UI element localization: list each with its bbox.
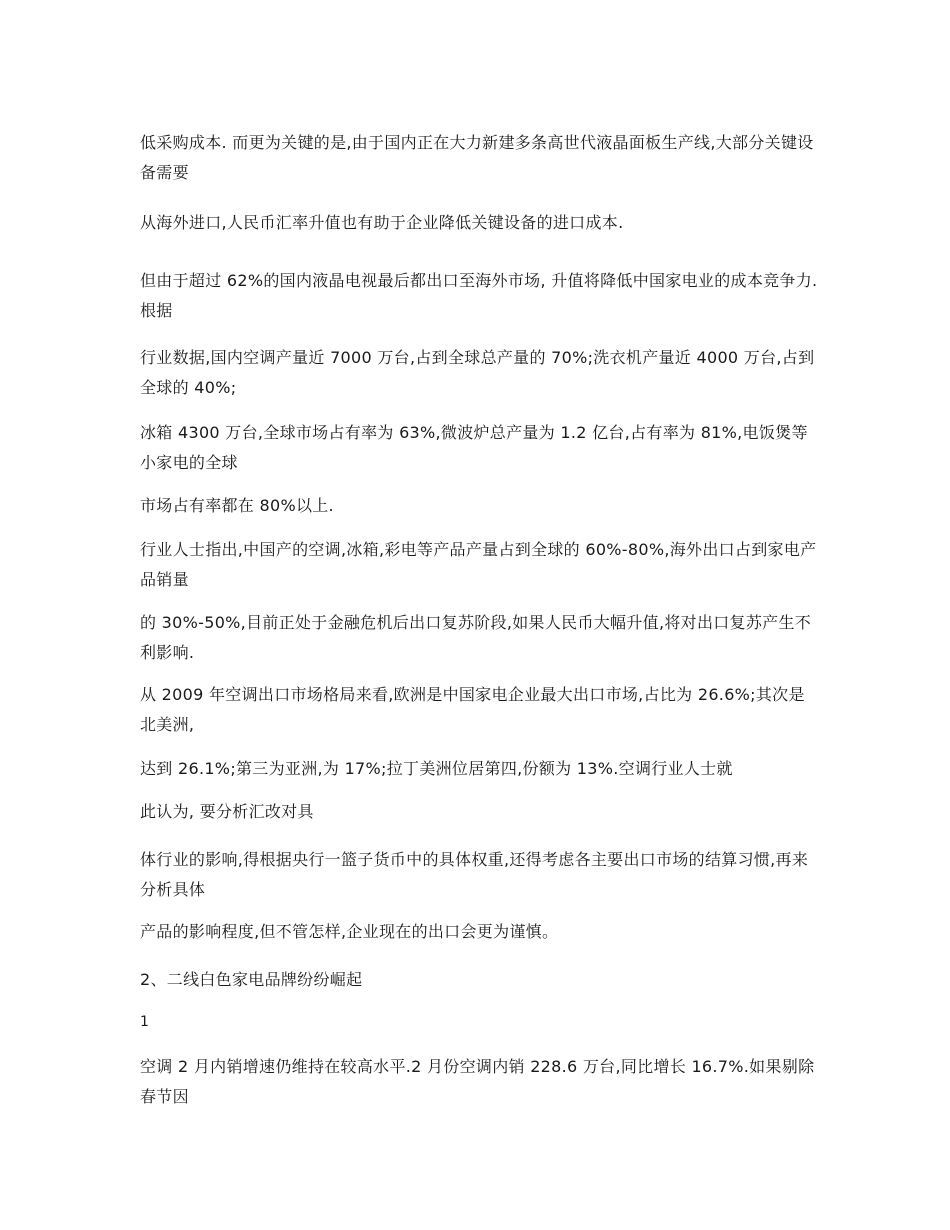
paragraph-4: 行业数据,国内空调产量近 7000 万台,占到全球总产量的 70%;洗衣机产量近 4000 万台,占到全球的 40%; [140, 348, 815, 397]
paragraph-5: 冰箱 4300 万台,全球市场占有率为 63%,微波炉总产量为 1.2 亿台,占有率为 81%,电饭煲等小家电的全球 [140, 423, 808, 472]
paragraph-9: 从 2009 年空调出口市场格局来看,欧洲是中国家电企业最大出口市场,占比为 26.6%;其次是北美洲, [140, 685, 805, 734]
paragraph-12: 体行业的影响,得根据央行一篮子货币中的具体权重,还得考虑各主要出口市场的结算习惯,再来分析具体 [140, 850, 809, 899]
section-heading: 2、二线白色家电品牌纷纷崛起 [140, 970, 363, 989]
paragraph-3: 但由于超过 62%的国内液晶电视最后都出口至海外市场, 升值将降低中国家电业的成本竞争力.根据 [140, 271, 818, 320]
page-number: 1 [140, 1014, 149, 1030]
paragraph-7: 行业人士指出,中国产的空调,冰箱,彩电等产品产量占到全球的 60%-80%,海外出口占到家电产品销量 [140, 540, 817, 589]
paragraph-1: 低采购成本. 而更为关键的是,由于国内正在大力新建多条高世代液晶面板生产线,大部分关键设备需要 [140, 133, 814, 182]
paragraph-10: 达到 26.1%;第三为亚洲,为 17%;拉丁美洲位居第四,份额为 13%.空调行业人士就 [140, 759, 733, 778]
paragraph-13: 产品的影响程度,但不管怎样,企业现在的出口会更为谨慎。 [140, 922, 559, 941]
paragraph-8: 的 30%-50%,目前正处于金融危机后出口复苏阶段,如果人民币大幅升值,将对出口复苏产生不利影响. [140, 613, 812, 662]
paragraph-2: 从海外进口,人民币汇率升值也有助于企业降低关键设备的进口成本. [140, 213, 624, 232]
paragraph-11: 此认为, 要分析汇改对具 [140, 802, 314, 821]
paragraph-next-page: 空调 2 月内销增速仍维持在较高水平.2 月份空调内销 228.6 万台,同比增长 16.7%.如果剔除春节因 [140, 1057, 815, 1106]
paragraph-6: 市场占有率都在 80%以上. [140, 496, 334, 515]
